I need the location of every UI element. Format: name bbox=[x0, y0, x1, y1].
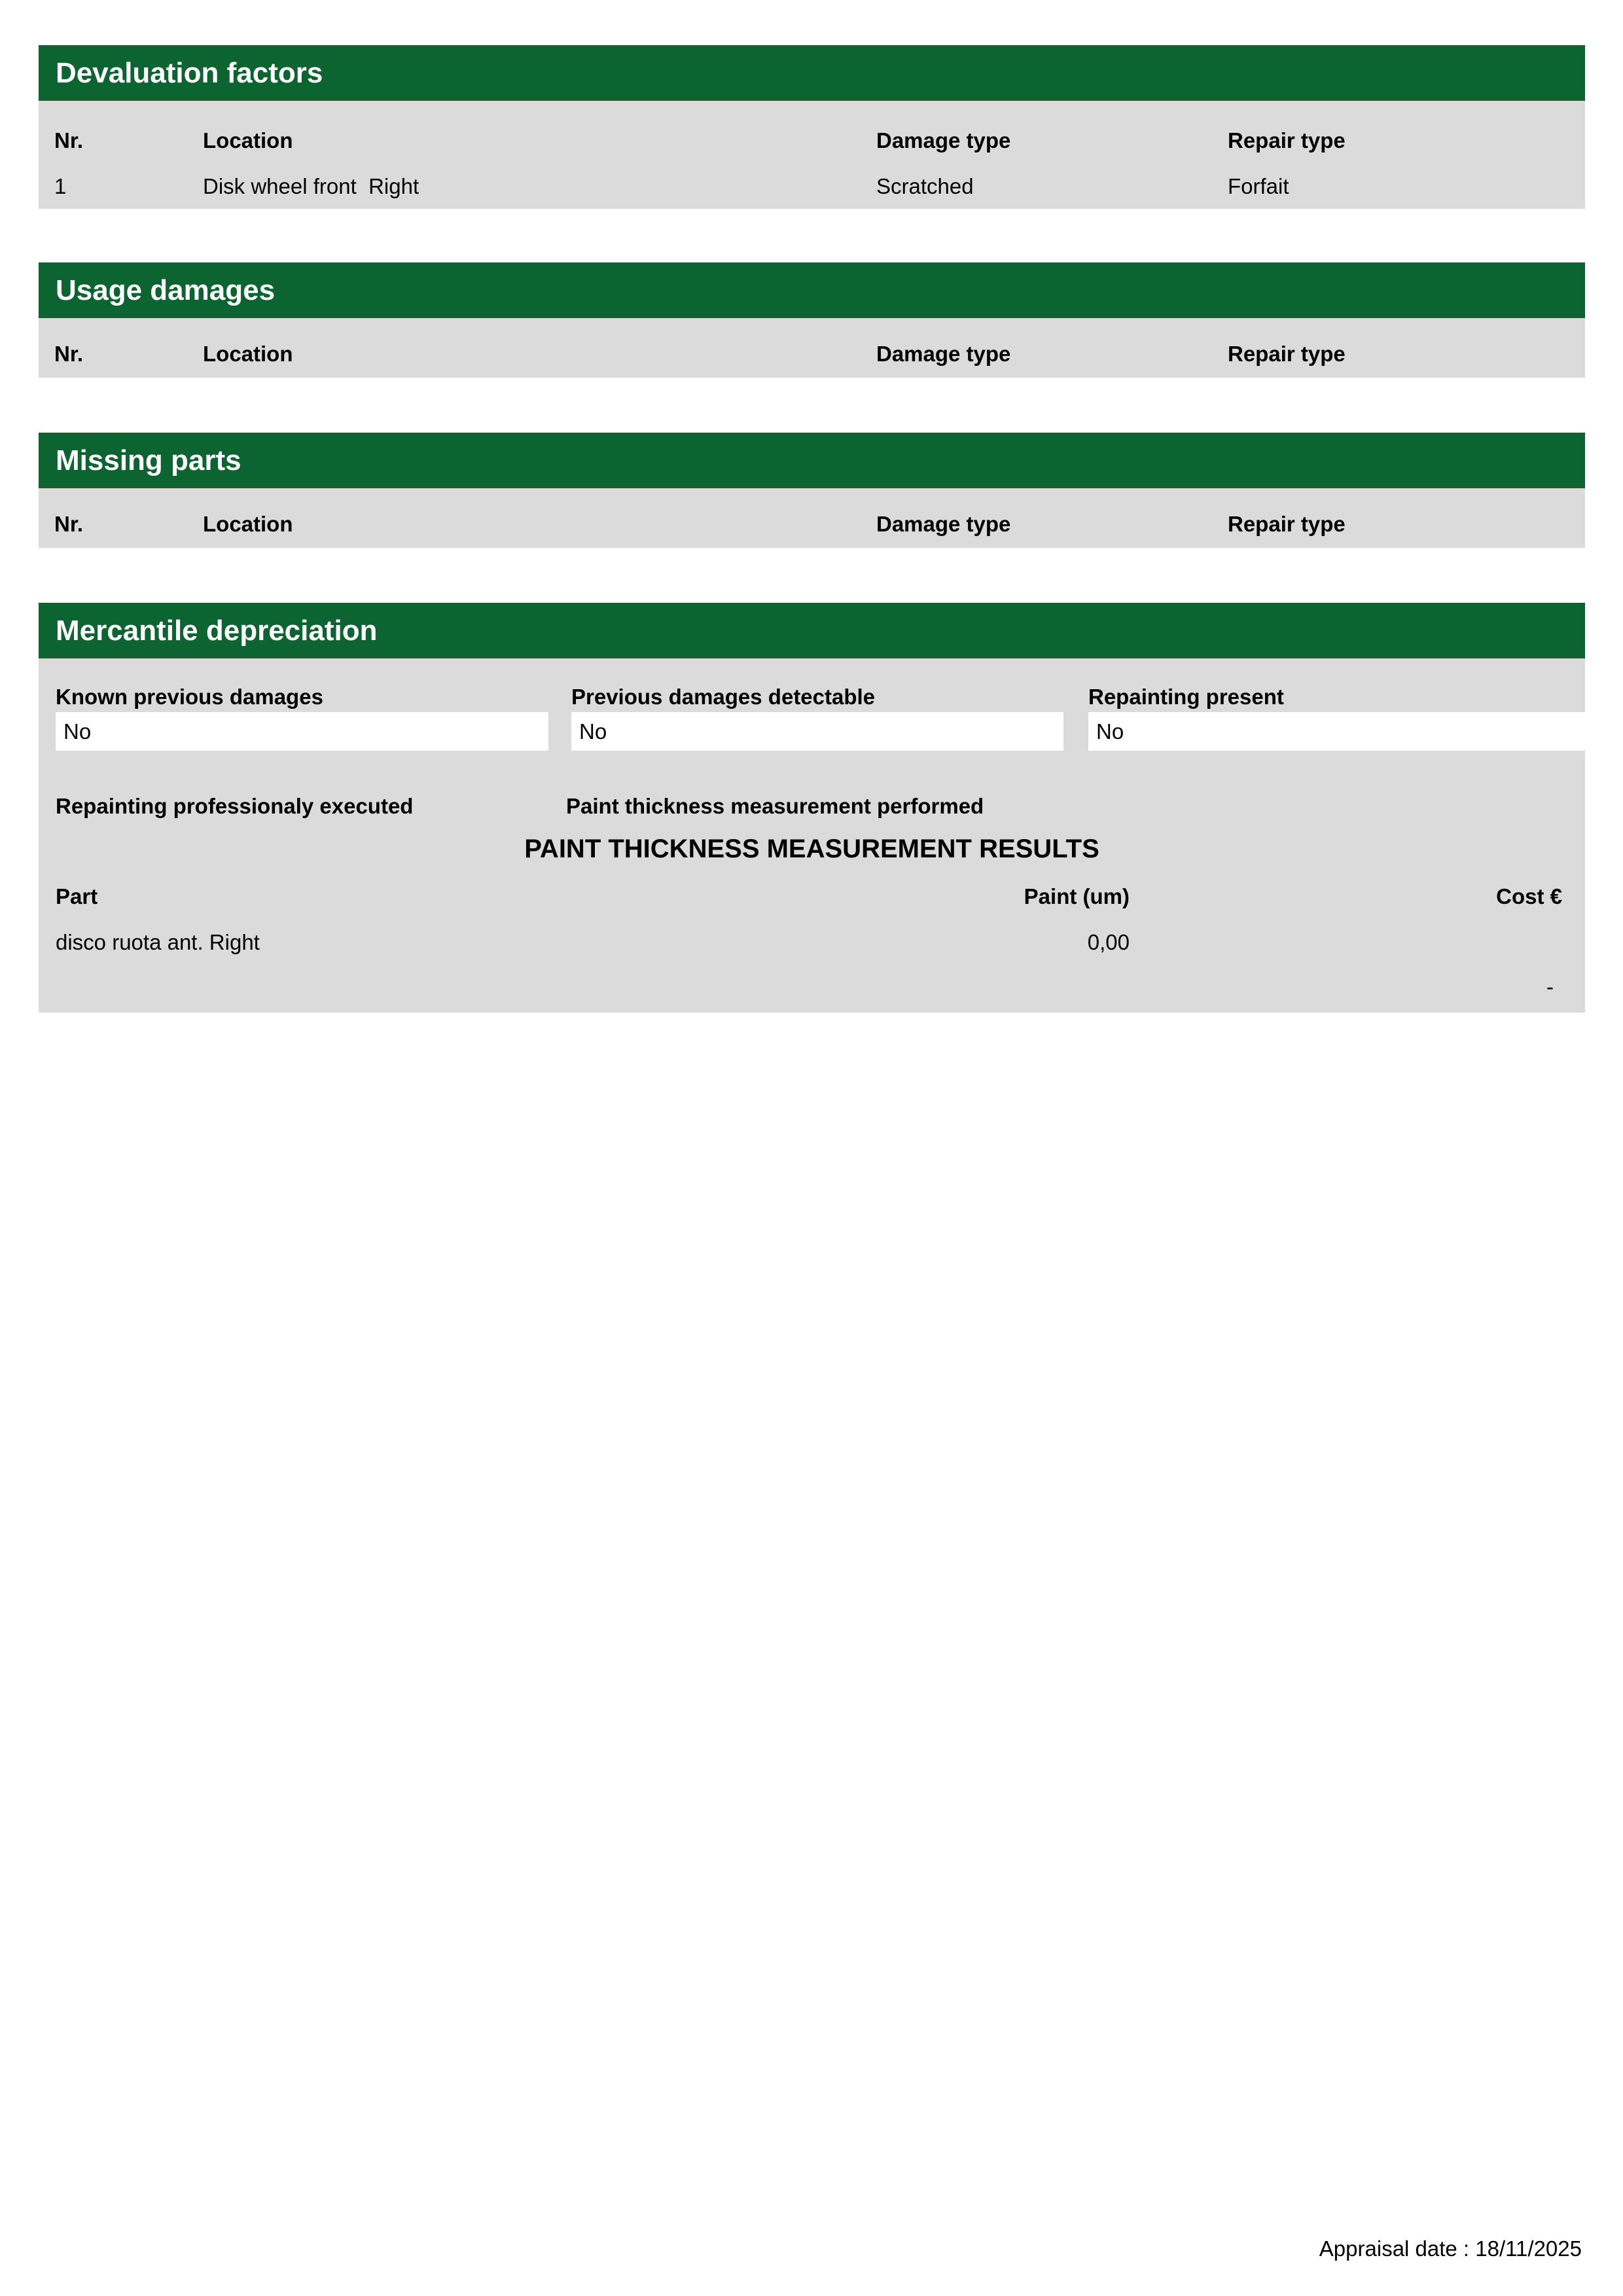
repainting-professionaly-executed-label: Repainting professionaly executed bbox=[56, 794, 414, 818]
section-mercantile-depreciation bbox=[39, 603, 1585, 1013]
repainting-present-field[interactable] bbox=[1088, 712, 1585, 751]
field-value: No bbox=[63, 719, 92, 744]
column-header-nr: Nr. bbox=[54, 512, 84, 536]
known-previous-damages-field[interactable] bbox=[56, 712, 548, 751]
mercantile-body bbox=[39, 658, 1585, 1013]
row-repair-type: Forfait bbox=[1228, 174, 1289, 198]
row-location: Disk wheel front Right bbox=[203, 174, 419, 198]
field-value: No bbox=[1096, 719, 1124, 744]
paint-thickness-measurement-performed-label: Paint thickness measurement performed bbox=[566, 794, 984, 818]
section-header-usage bbox=[39, 262, 1585, 318]
section-usage-damages bbox=[39, 262, 1585, 378]
section-header-missing bbox=[39, 433, 1585, 488]
column-header-damage-type: Damage type bbox=[876, 128, 1011, 152]
total-cost-value: - bbox=[1546, 975, 1554, 999]
column-header-part: Part bbox=[56, 884, 98, 908]
column-header-location: Location bbox=[203, 512, 293, 536]
section-header-devaluation bbox=[39, 45, 1585, 101]
row-nr: 1 bbox=[54, 174, 67, 198]
column-header-repair-type: Repair type bbox=[1228, 342, 1346, 366]
row-paint-um: 0,00 bbox=[1087, 930, 1130, 954]
section-devaluation-factors bbox=[39, 45, 1585, 209]
usage-table bbox=[39, 318, 1585, 378]
column-header-nr: Nr. bbox=[54, 128, 84, 152]
column-header-damage-type: Damage type bbox=[876, 512, 1011, 536]
section-title: Missing parts bbox=[56, 444, 241, 476]
column-header-location: Location bbox=[203, 128, 293, 152]
devaluation-table bbox=[39, 101, 1585, 209]
section-title: Mercantile depreciation bbox=[56, 614, 378, 647]
column-header-cost: Cost € bbox=[1496, 884, 1562, 908]
row-part: disco ruota ant. Right bbox=[56, 930, 260, 954]
repainting-present-label: Repainting present bbox=[1088, 685, 1284, 709]
column-header-repair-type: Repair type bbox=[1228, 512, 1346, 536]
column-header-nr: Nr. bbox=[54, 342, 84, 366]
appraisal-date: Appraisal date : 18/11/2025 bbox=[1319, 2236, 1582, 2261]
section-title: Usage damages bbox=[56, 274, 276, 306]
column-header-damage-type: Damage type bbox=[876, 342, 1011, 366]
field-value: No bbox=[579, 719, 607, 744]
previous-damages-detectable-field[interactable] bbox=[571, 712, 1063, 751]
known-previous-damages-label: Known previous damages bbox=[56, 685, 323, 709]
section-missing-parts bbox=[39, 433, 1585, 548]
missing-table bbox=[39, 488, 1585, 548]
column-header-repair-type: Repair type bbox=[1228, 128, 1346, 152]
section-header-mercantile bbox=[39, 603, 1585, 658]
column-header-location: Location bbox=[203, 342, 293, 366]
previous-damages-detectable-label: Previous damages detectable bbox=[571, 685, 876, 709]
paint-thickness-results-title: PAINT THICKNESS MEASUREMENT RESULTS bbox=[524, 834, 1099, 863]
column-header-paint-um: Paint (um) bbox=[1024, 884, 1130, 908]
row-damage-type: Scratched bbox=[876, 174, 974, 198]
section-title: Devaluation factors bbox=[56, 56, 323, 89]
